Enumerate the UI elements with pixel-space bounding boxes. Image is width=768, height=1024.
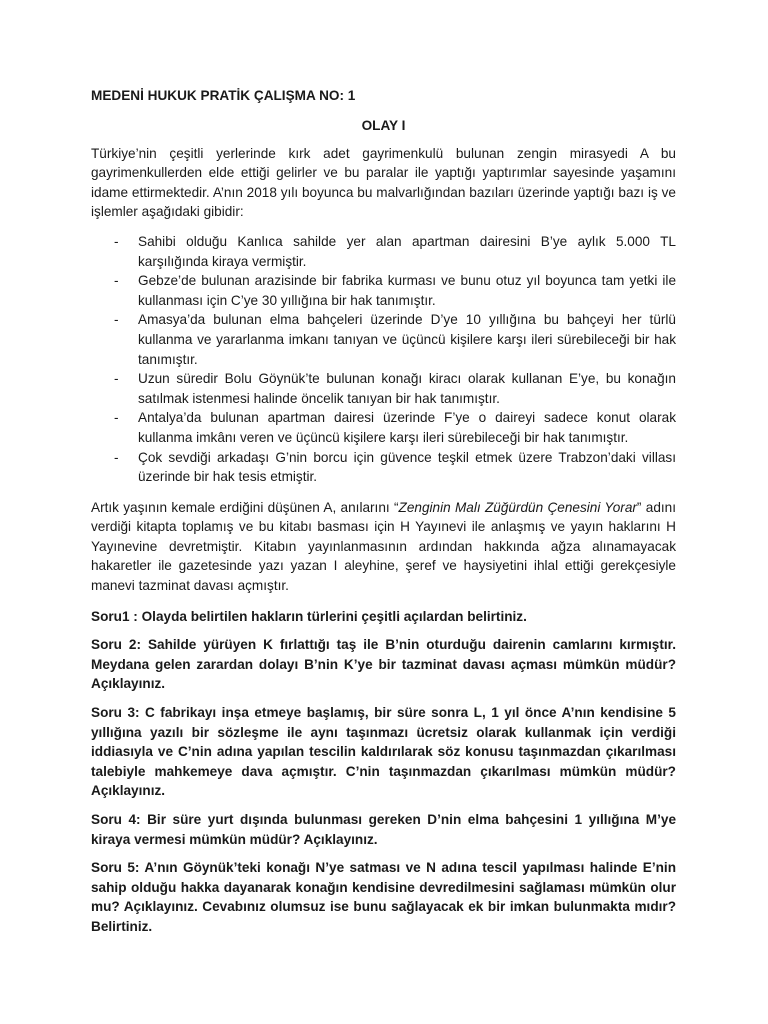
- case-title: OLAY I: [361, 118, 406, 133]
- intro-paragraph: Türkiye’nin çeşitli yerlerinde kırk adet gayrimenkulü bulunan zengin mirasyedi A bu gayrimenkullerden elde ettiği gelirler ve bu paralar ile yaptığı yaptırımlar sayesinde yaşamını idame ettirmektedir. A’nın 2018 yılı boyunca bu malvarlığından bazıları üzerinde yaptığı bazı iş ve işlemler aşağıdaki gibidir:: [91, 145, 676, 220]
- bullet-dash: -: [114, 273, 119, 289]
- facts-list: [91, 232, 676, 487]
- bullet-dash: -: [114, 410, 119, 426]
- fact-text: Uzun süredir Bolu Göynük’te bulunan konağı kiracı olarak kullanan E’ye, bu konağın satılmak istenmesi halinde öncelik tanıyan bir hak tanımıştır.: [138, 371, 676, 406]
- question-3: Soru 3: C fabrikayı inşa etmeye başlamış, bir süre sonra L, 1 yıl önce A’nın kendisine 5 yıllığına yazılı bir sözleşme ile aynı taşınmazı ücretsiz olarak kullanmak için verdiği iddiasıyla ve C’nin adına yapılan tescilin kaldırılarak söz konusu taşınmazdan çıkarılması talebiyle mahkemeye dava açmıştır. C’nin taşınmazdan çıkarılması mümkün müdür? Açıklayınız.: [91, 705, 676, 799]
- list-item: [91, 448, 676, 487]
- fact-text: Sahibi olduğu Kanlıca sahilde yer alan apartman dairesini B’ye aylık 5.000 TL karşılığında kiraya vermiştir.: [138, 233, 676, 269]
- fact-text: Çok sevdiği arkadaşı G’nin borcu için güvence teşkil etmek üzere Trabzon’daki villası üzerinde bir hak tesis etmiştir.: [138, 449, 676, 485]
- bullet-dash: -: [114, 312, 119, 328]
- fact-text: Antalya’da bulunan apartman dairesi üzerinde F’ye o daireyi sadece konut olarak kullanma imkânı veren ve üçüncü kişilere karşı ileri sürebileceği bir hak tanımıştır.: [138, 410, 676, 445]
- question-5: Soru 5: A’nın Göynük’teki konağı N’ye satması ve N adına tescil yapılması halinde E’nin sahip olduğu hakka dayanarak konağın kendisine devredilmesini sağlaması mümkün olur mu? Açıklayınız. Cevabınız olumsuz ise bunu sağlayacak ek bir imkan bulunmakta mıdır? Belirtiniz.: [91, 860, 676, 934]
- bullet-dash: -: [114, 233, 119, 249]
- bullet-dash: -: [114, 371, 119, 387]
- list-item: [91, 271, 676, 310]
- fact-text: Gebze’de bulunan arazisinde bir fabrika kurması ve bunu otuz yıl boyunca tam yetki ile kullanması için C’ye 30 yıllığına bir hak tanımıştır.: [138, 273, 676, 308]
- list-item: [91, 232, 676, 271]
- question-4: Soru 4: Bir süre yurt dışında bulunması gereken D’nin elma bahçesini 1 yıllığına M’ye kiraya vermesi mümkün müdür? Açıklayınız.: [91, 812, 676, 847]
- story-text-end: ” adını verdiği kitapta toplamış ve bu kitabı basması için H Yayınevi ile anlaşmış ve yayın haklarını H Yayınevine devretmiştir. Kitabın yayınlanmasının ardından hakkında ağza alınamayacak hakaretler ile gazetesinde yazı yazan I aleyhine, şeref ve haysiyetini ihlal ettiği gerekçesiyle manevi tazminat davası açmıştır.: [91, 499, 676, 594]
- book-title: Zenginin Malı Züğürdün Çenesini Yorar: [398, 499, 637, 515]
- list-item: [91, 369, 676, 408]
- document-page: [91, 86, 676, 946]
- list-item: [91, 310, 676, 369]
- bullet-dash: -: [114, 449, 119, 465]
- document-title: MEDENİ HUKUK PRATİK ÇALIŞMA NO: 1: [91, 88, 356, 103]
- story-text-start: Artık yaşının kemale erdiğini düşünen A, anılarını “: [91, 499, 399, 515]
- question-2: Soru 2: Sahilde yürüyen K fırlattığı taş ile B’nin oturduğu dairenin camlarını kırmıştır. Meydana gelen zarardan dolayı B’nin K’ye bir tazminat davası açması mümkün müdür? Açıklayınız.: [91, 637, 676, 692]
- story-paragraph: [91, 498, 676, 596]
- question-1: Soru1 : Olayda belirtilen hakların türlerini çeşitli açılardan belirtiniz.: [91, 608, 527, 624]
- list-item: [91, 408, 676, 447]
- fact-text: Amasya’da bulunan elma bahçeleri üzerinde D’ye 10 yıllığına bu bahçeyi her türlü kullanma ve yararlanma imkanı tanıyan ve üçüncü kişilere karşı ileri sürebileceği bir hak tanımıştır.: [138, 312, 676, 367]
